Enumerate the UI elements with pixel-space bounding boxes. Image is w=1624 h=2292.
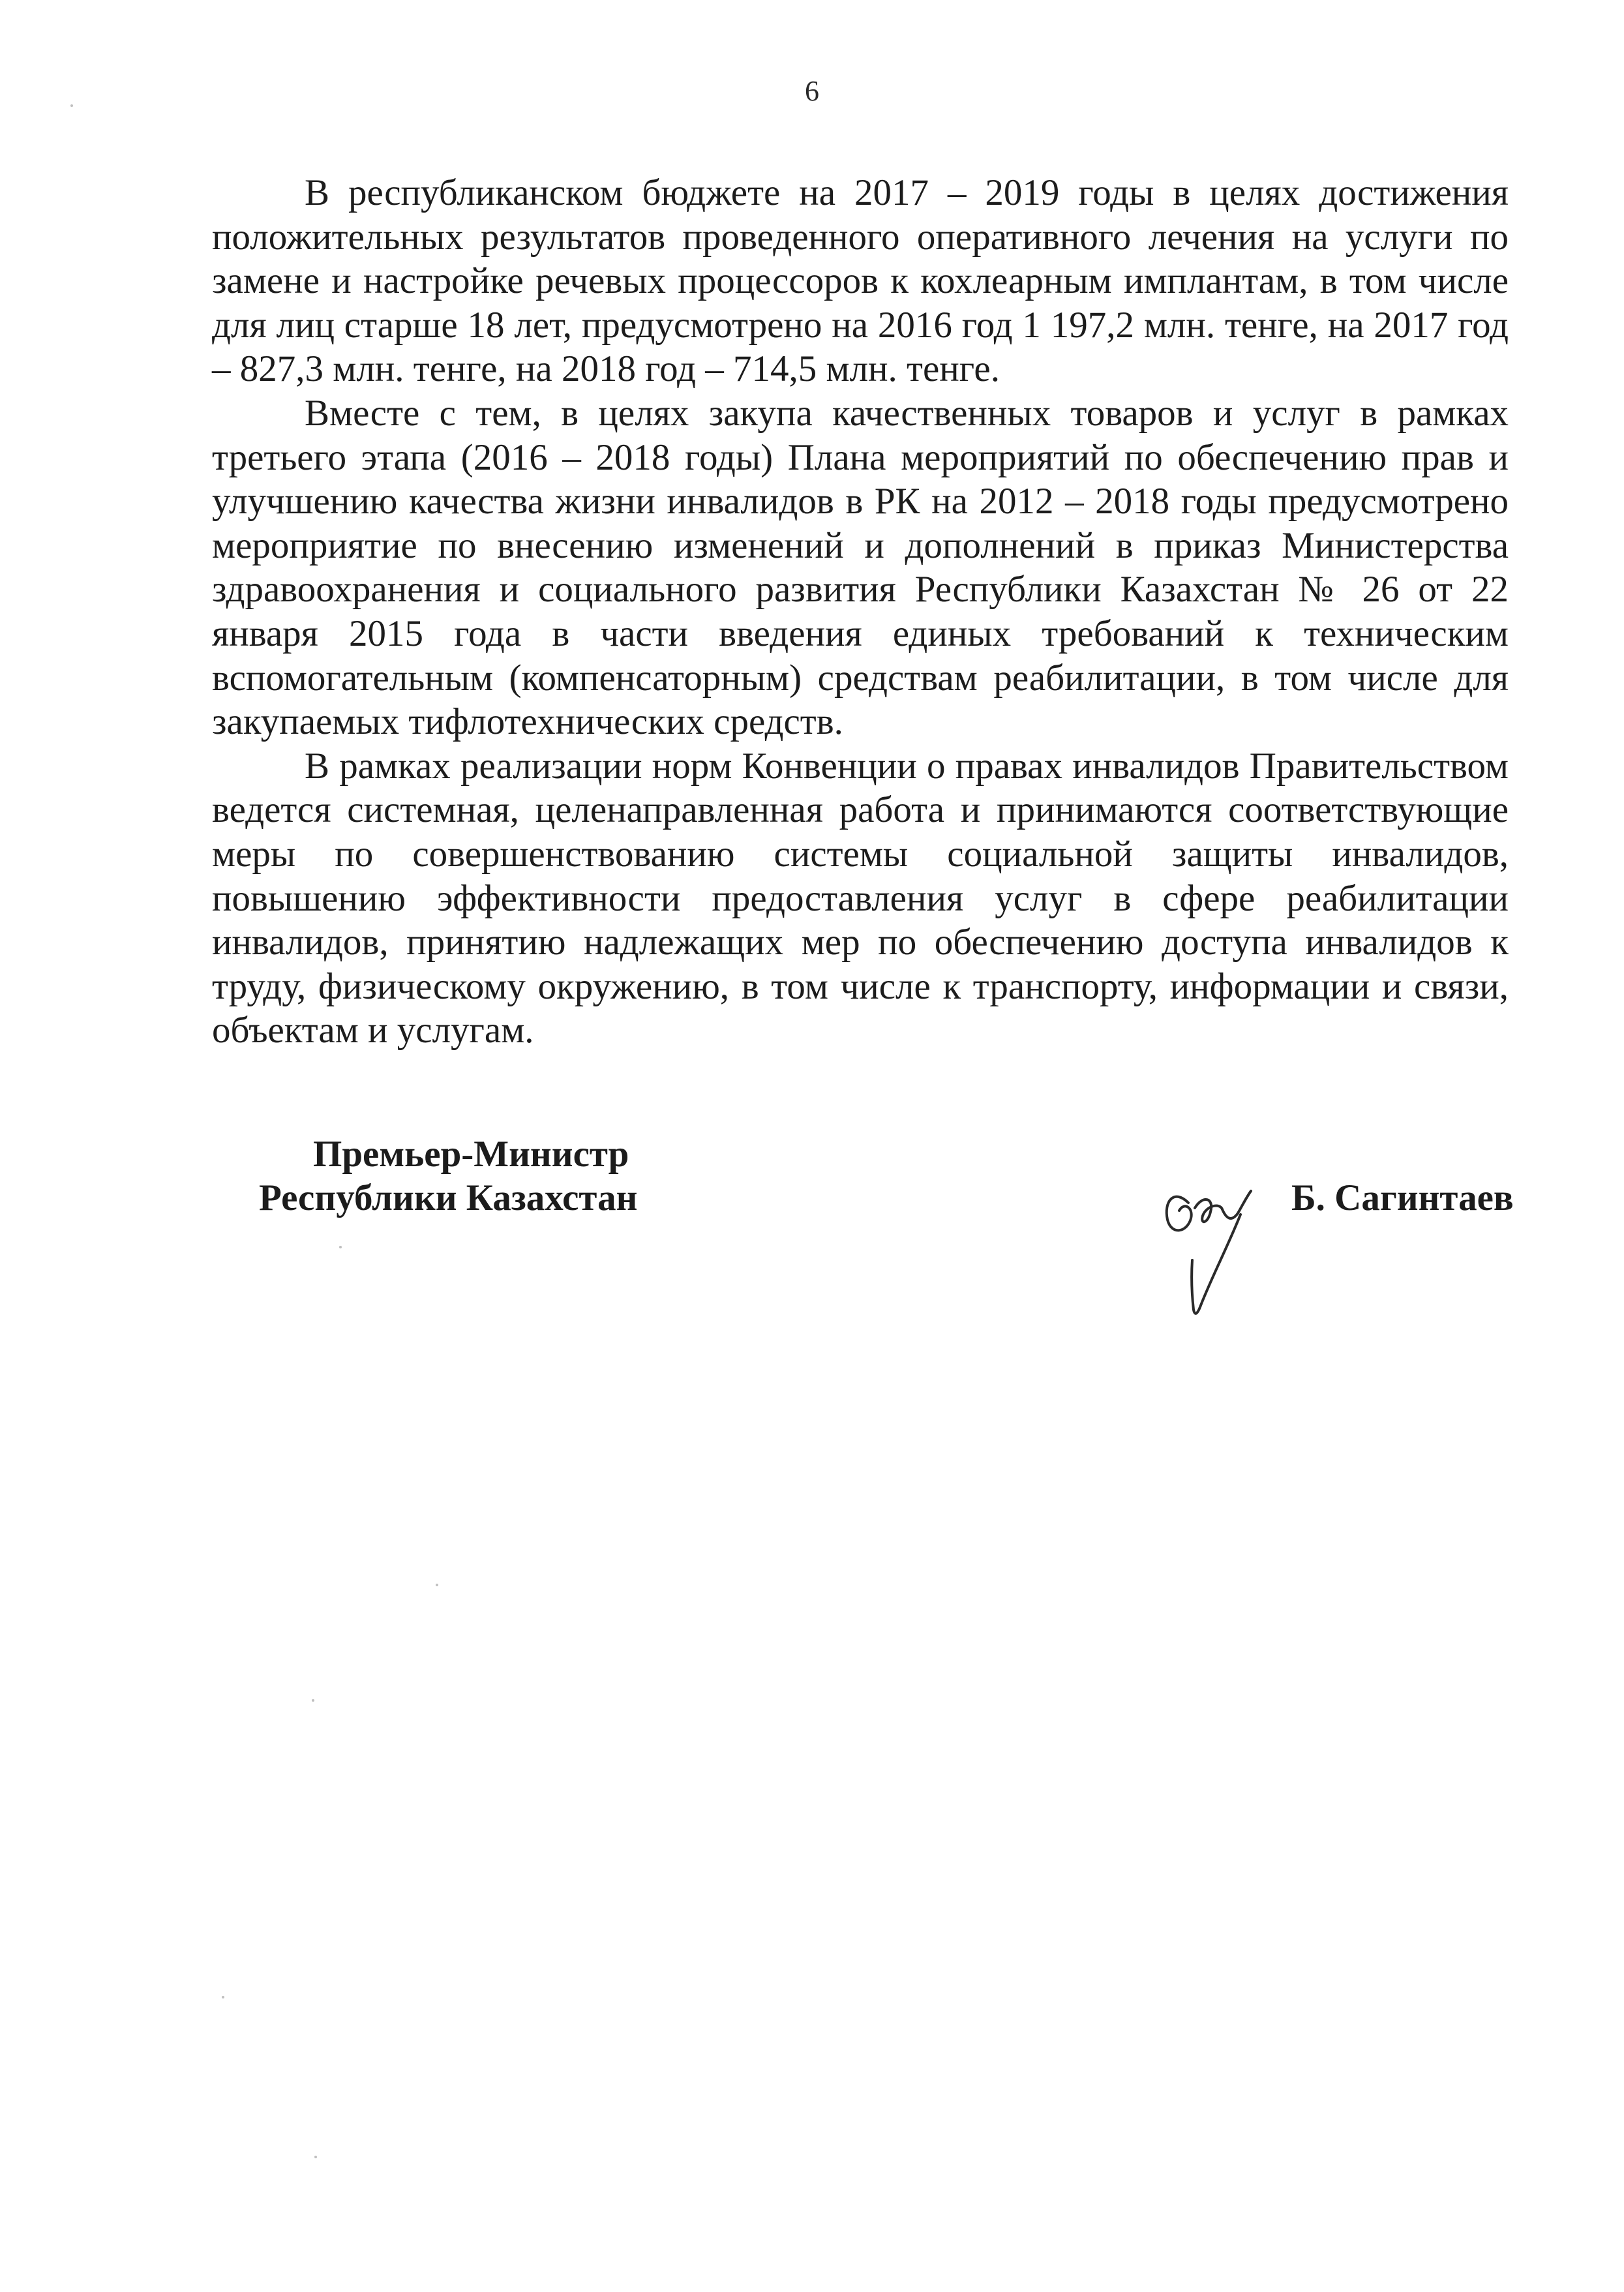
paragraph-procurement: Вместе с тем, в целях закупа качественных товаров и услуг в рамках третьего этапа (2016 – 2018 годы) Плана мероприятий по обеспечению прав и улучшению качества жизни инвалидов в РК на 2012 – 2018 годы предусмотрено мероприятие по внесению изменений и дополнений в приказ Министерства здравоохранения и социального развития Республики Казахстан № 26 от 22 января 2015 года в части введения единых требований к техническим вспомогательным (компенсаторным) средствам реабилитации, в том числе для закупаемых тифлотехнических средств. [212, 392, 1509, 743]
scan-speck [436, 1584, 438, 1586]
page-number: 6 [805, 75, 819, 107]
scan-speck [70, 104, 73, 107]
signer-name: Б. Сагинтаев [1291, 1177, 1514, 1218]
signer-title-line2: Республики Казахстан [259, 1177, 638, 1218]
scan-speck [222, 1996, 224, 1998]
handwritten-signature-icon [1154, 1162, 1278, 1319]
scan-speck [312, 1699, 314, 1702]
paragraph-convention: В рамках реализации норм Конвенции о правах инвалидов Правительством ведется системная, целенаправленная работа и принимаются соответствующие меры по совершенствованию системы социальной защиты инвалидов, повышению эффективности предоставления услуг в сфере реабилитации инвалидов, принятию надлежащих мер по обеспечению доступа инвалидов к труду, физическому окружению, в том числе к транспорту, информации и связи, объектам и услугам. [212, 745, 1509, 1051]
scan-speck [314, 2156, 317, 2158]
signer-title-line1: Премьер-Министр [313, 1134, 629, 1175]
document-body [212, 171, 1509, 1053]
signer-title [248, 1132, 835, 1220]
paragraph-budget: В республиканском бюджете на 2017 – 2019 годы в целях достижения положительных результатов проведенного оперативного лечения на услуги по замене и настройке речевых процессоров к кохлеарным имплантам, в том числе для лиц старше 18 лет, предусмотрено на 2016 год 1 197,2 млн. тенге, на 2017 год – 827,3 млн. тенге, на 2018 год – 714,5 млн. тенге. [212, 172, 1509, 390]
scan-speck [339, 1246, 342, 1248]
